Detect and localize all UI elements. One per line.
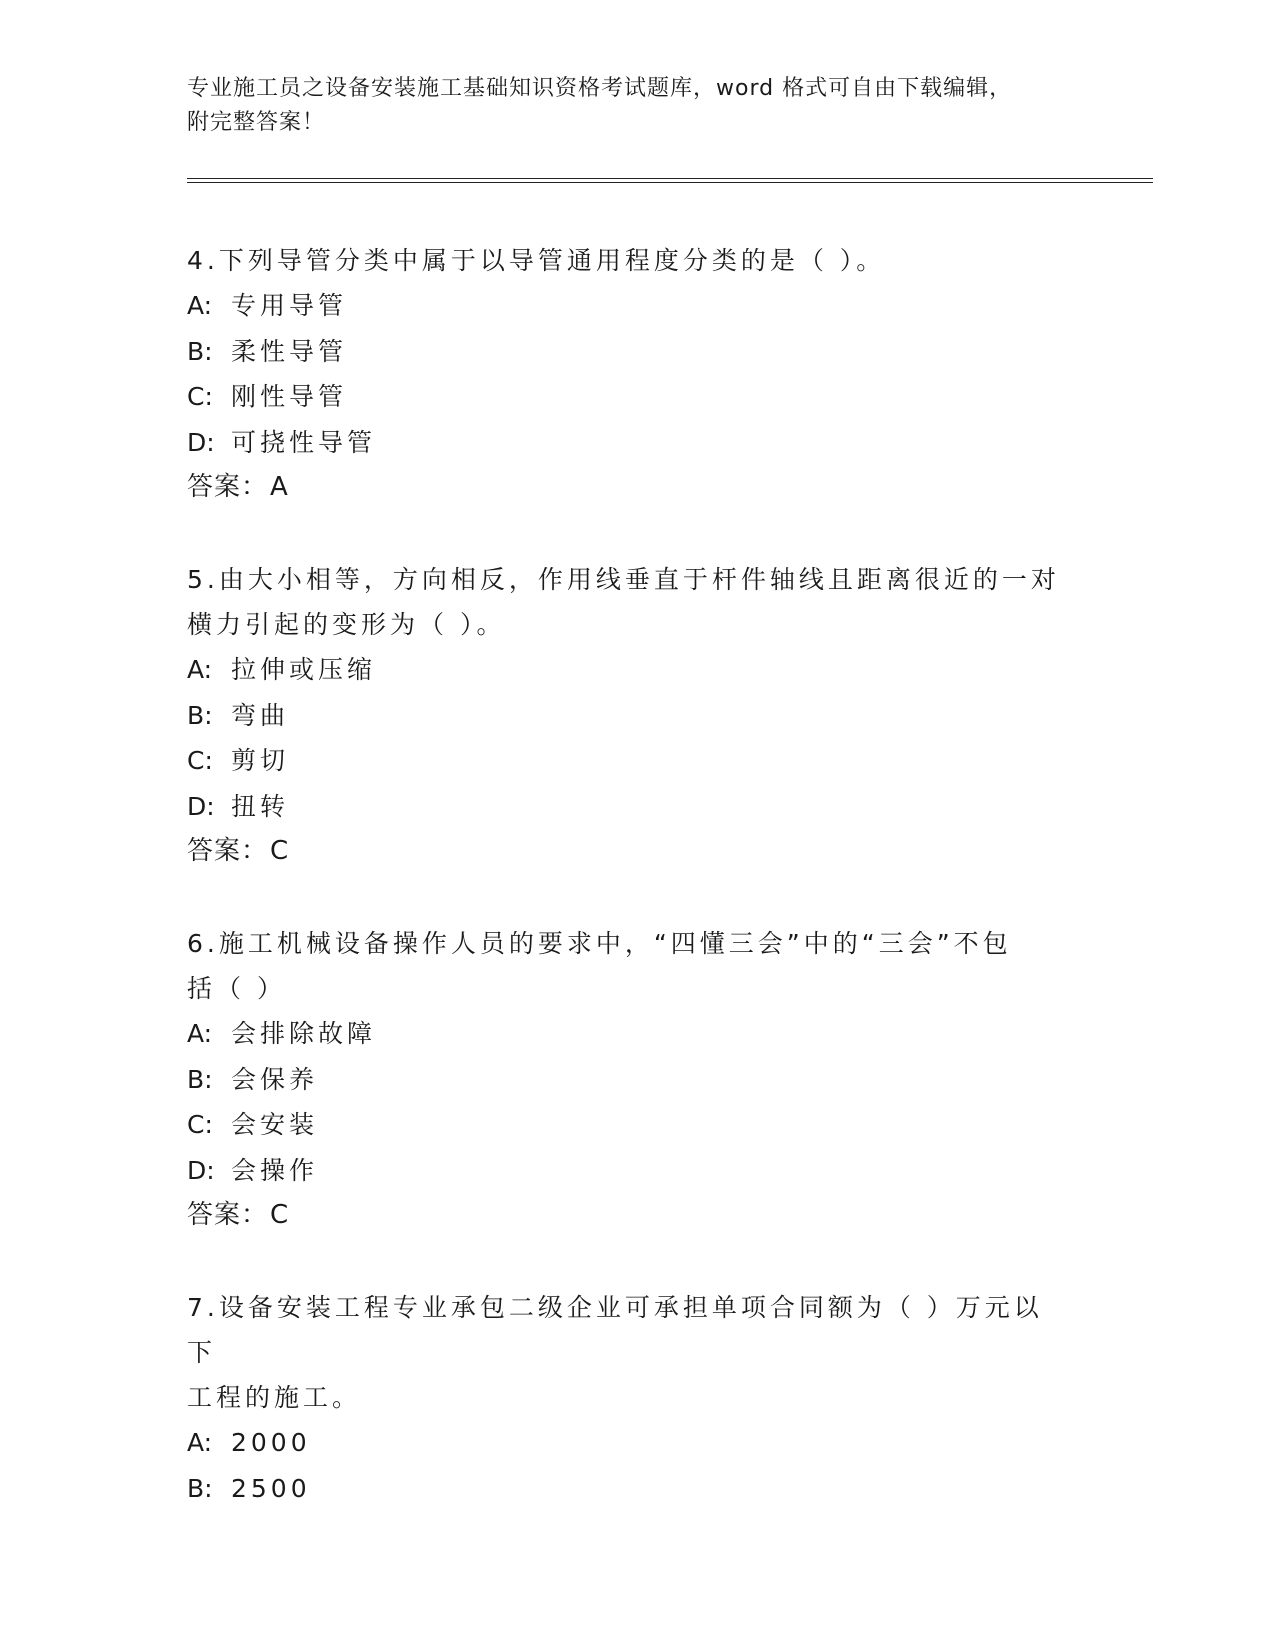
- option-text: 会保养: [231, 1064, 319, 1094]
- question-text-continued: 横力引起的变形为（ ）。: [187, 610, 506, 639]
- option-c: [187, 738, 1067, 784]
- header-divider: [187, 178, 1153, 183]
- option-text: 拉伸或压缩: [231, 655, 377, 684]
- option-text: 会排除故障: [231, 1019, 377, 1048]
- option-text: 专用导管: [231, 291, 348, 320]
- question-text: 6.施工机械设备操作人员的要求中，“四懂三会”中的“三会”不包: [187, 929, 1012, 958]
- option-a: [187, 1420, 1067, 1466]
- answer-line: [187, 1193, 1067, 1238]
- option-text: 柔性导管: [231, 336, 348, 366]
- question-6: [187, 921, 1067, 1238]
- answer-label: 答案：: [187, 836, 269, 866]
- question-text: 5.由大小相等，方向相反，作用线垂直于杆件轴线且距离很近的一对: [187, 565, 1060, 594]
- option-text: 剪切: [231, 746, 290, 775]
- answer-label: 答案：: [187, 1200, 269, 1230]
- question-list: [187, 238, 1067, 1558]
- option-letter: A:: [187, 291, 213, 320]
- option-d: [187, 420, 1067, 466]
- option-text: 刚性导管: [231, 382, 348, 411]
- question-4: [187, 238, 1067, 510]
- option-a: [187, 1011, 1067, 1057]
- answer-value: A: [270, 472, 289, 502]
- option-a: [187, 647, 1067, 693]
- option-letter: A:: [187, 1428, 213, 1457]
- option-letter: D:: [187, 427, 215, 457]
- option-text: 会操作: [231, 1155, 319, 1185]
- option-b: [187, 693, 1067, 739]
- option-letter: C:: [187, 1110, 213, 1139]
- option-b: [187, 329, 1067, 375]
- option-d: [187, 1148, 1067, 1194]
- header-line-1: 专业施工员之设备安装施工基础知识资格考试题库，word 格式可自由下载编辑，: [187, 76, 1013, 101]
- answer-label: 答案：: [187, 472, 269, 502]
- question-text: 7.设备安装工程专业承包二级企业可承担单项合同额为（ ）万元以下: [187, 1293, 1043, 1367]
- answer-line: [187, 465, 1067, 510]
- option-a: [187, 283, 1067, 329]
- answer-line: [187, 829, 1067, 874]
- option-text: 2000: [231, 1428, 311, 1457]
- option-d: [187, 784, 1067, 830]
- option-b: [187, 1466, 1067, 1512]
- option-text: 扭转: [231, 791, 290, 821]
- option-letter: A:: [187, 1019, 213, 1048]
- option-text: 弯曲: [231, 700, 290, 730]
- option-letter: B:: [187, 1473, 213, 1503]
- answer-value: C: [270, 1200, 290, 1230]
- option-c: [187, 374, 1067, 420]
- option-b: [187, 1057, 1067, 1103]
- header-line-2: 附完整答案！: [187, 110, 326, 135]
- question-7: [187, 1285, 1067, 1511]
- option-c: [187, 1102, 1067, 1148]
- option-letter: B:: [187, 700, 213, 730]
- question-text: 4.下列导管分类中属于以导管通用程度分类的是（ ）。: [187, 246, 886, 275]
- option-letter: C:: [187, 382, 213, 411]
- option-text: 可挠性导管: [231, 427, 377, 457]
- option-letter: D:: [187, 791, 215, 821]
- option-letter: B:: [187, 336, 213, 366]
- question-text-continued: 括（ ）: [187, 974, 286, 1003]
- option-letter: C:: [187, 746, 213, 775]
- option-letter: A:: [187, 655, 213, 684]
- question-text-continued: 工程的施工。: [187, 1383, 362, 1412]
- answer-value: C: [270, 836, 290, 866]
- option-letter: B:: [187, 1064, 213, 1094]
- question-5: [187, 557, 1067, 874]
- document-header: [187, 72, 1087, 140]
- option-text: 2500: [231, 1473, 311, 1503]
- option-letter: D:: [187, 1155, 215, 1185]
- option-text: 会安装: [231, 1110, 319, 1139]
